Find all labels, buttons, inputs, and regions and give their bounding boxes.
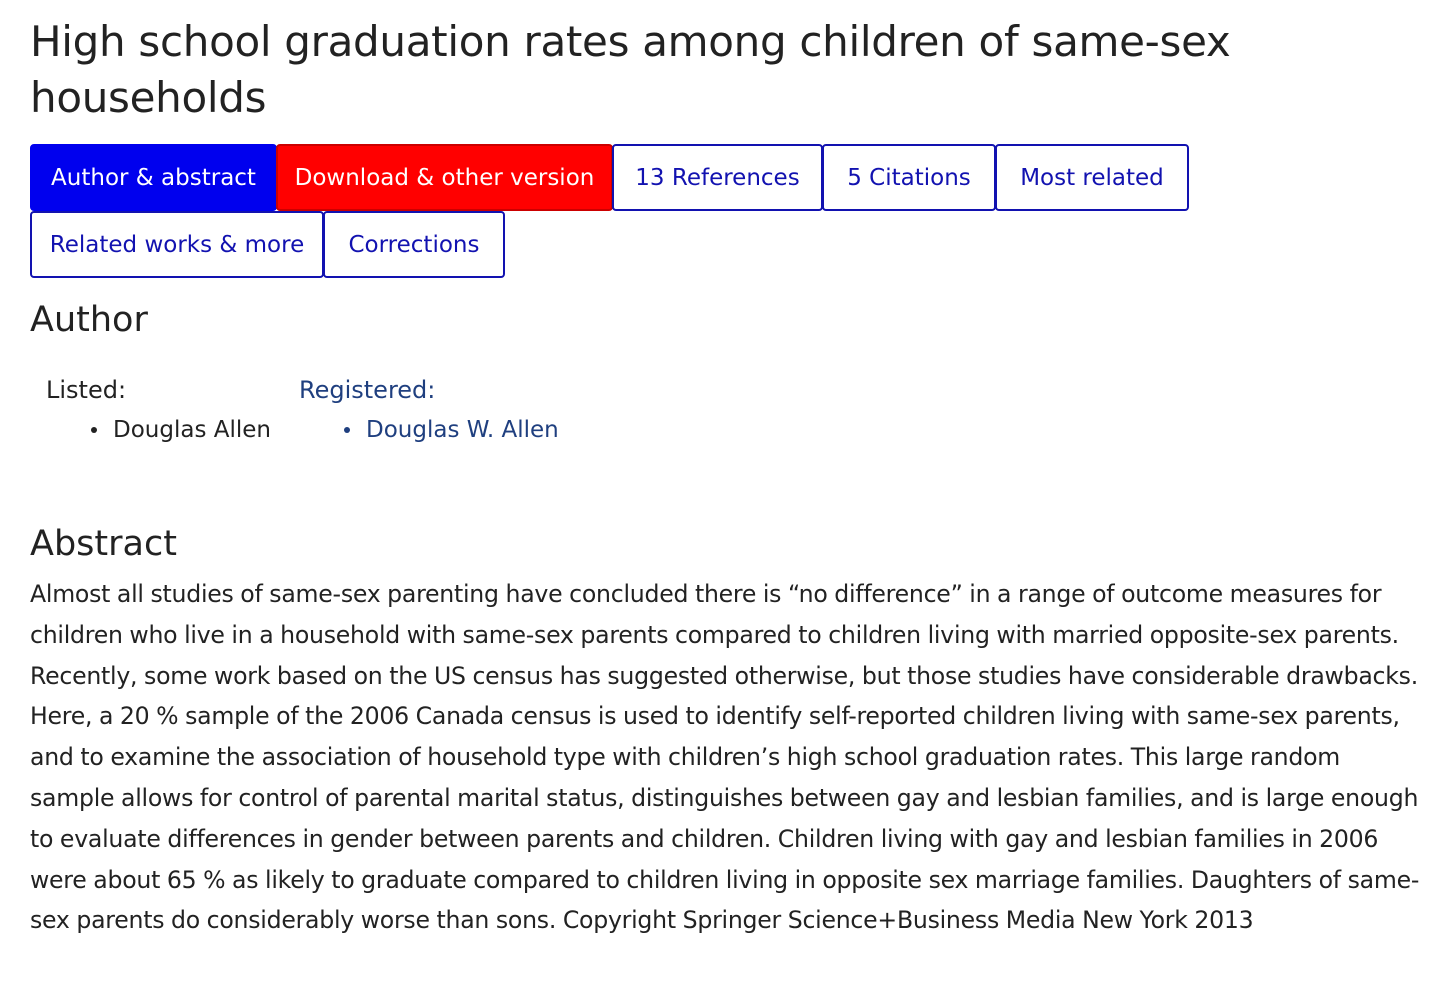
tab-author-abstract[interactable]: Author & abstract <box>30 144 277 211</box>
tab-bar <box>30 144 1230 278</box>
tab-references[interactable]: 13 References <box>612 144 823 211</box>
abstract-heading: Abstract <box>30 524 177 564</box>
registered-author-item <box>299 410 559 450</box>
listed-authors <box>46 370 271 450</box>
page-title: High school graduation rates among children of same-sex households <box>30 17 1231 122</box>
tab-row-2 <box>30 211 1230 278</box>
tab-corrections[interactable]: Corrections <box>323 211 505 278</box>
bullet-icon <box>344 427 350 433</box>
tab-most-related[interactable]: Most related <box>995 144 1189 211</box>
tab-download[interactable]: Download & other version <box>276 144 613 211</box>
bullet-icon <box>91 427 97 433</box>
listed-author-name: Douglas Allen <box>113 417 271 443</box>
tab-related-works[interactable]: Related works & more <box>30 211 324 278</box>
registered-label[interactable]: Registered: <box>299 376 436 404</box>
listed-author-item <box>46 410 271 450</box>
listed-label: Listed: <box>46 376 127 404</box>
author-heading: Author <box>30 300 148 340</box>
tab-row-1 <box>30 144 1230 211</box>
registered-authors <box>299 370 559 450</box>
author-list <box>30 370 1426 480</box>
registered-author-link[interactable]: Douglas W. Allen <box>366 417 559 443</box>
tab-citations[interactable]: 5 Citations <box>822 144 996 211</box>
abstract-text: Almost all studies of same-sex parenting have concluded there is “no difference” in a range of outcome measures for children who live in a household with same-sex parents compared to children living with married opposite-sex parents. Recently, some work based on the US census has suggested otherwise, but those studies have considerable drawbacks. Here, a 20 % sample of the 2006 Canada census is used to identify self-reported children living with same-sex parents, and to examine the association of household type with children’s high school graduation rates. This large random sample allows for control of parental marital status, distinguishes between gay and lesbian families, and is large enough to evaluate differences in gender between parents and children. Children living with gay and lesbian families in 2006 were about 65 % as likely to graduate compared to children living in opposite sex marriage families. Daughters of same-sex parents do considerably worse than sons. Copyright Springer Science+Business Media New York 2013 <box>30 580 1420 935</box>
